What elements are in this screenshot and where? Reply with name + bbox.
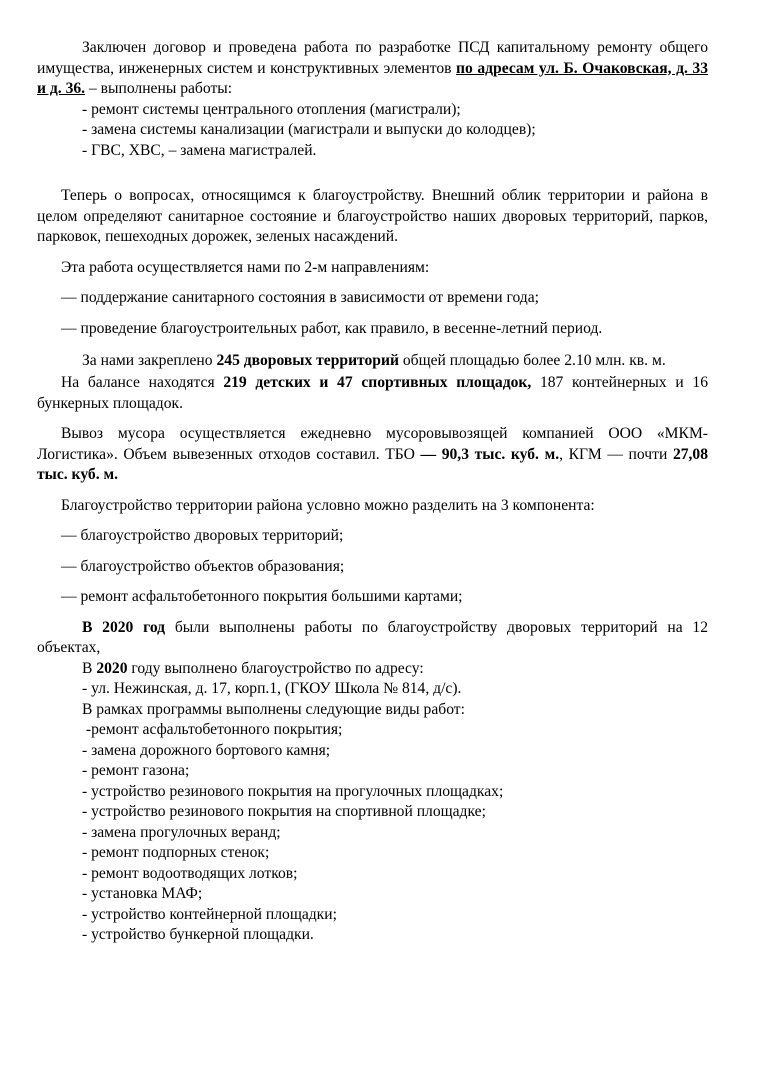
component-item: — благоустройство дворовых территорий; <box>61 527 344 544</box>
list-item: - ГВС, ХВС, – замена магистралей. <box>82 141 317 159</box>
list-item: - устройство контейнерной площадки; <box>82 905 337 923</box>
list-item: - ремонт водоотводящих лотков; <box>82 864 298 882</box>
list-heading: В 2020 году выполнено благоустройство по адресу: <box>82 659 424 677</box>
list-item: -ремонт асфальтобетонного покрытия; <box>82 721 343 738</box>
list-item: - замена дорожного бортового камня; <box>82 741 331 759</box>
paragraph-balance: На балансе находятся 219 детских и 47 спортивных площадок, 187 контейнерных и 16 бункерных площадок. <box>37 374 708 412</box>
paragraph-waste: Вывоз мусора осуществляется ежедневно мусоровывозящей компанией ООО «МКМ-Логистика». Объем вывезенных отходов составил. ТБО — 90,3 тыс. куб. м., КГМ — почти 27,08 тыс. куб. м. <box>37 425 709 483</box>
list-item: - установка МАФ; <box>82 885 203 902</box>
list-item: - замена прогулочных веранд; <box>82 823 281 841</box>
paragraph-components: Благоустройство территории района условно можно разделить на 3 компонента: <box>61 496 595 514</box>
works-2020-list <box>37 659 708 946</box>
direction-item: — поддержание санитарного состояния в зависимости от времени года; <box>61 289 539 306</box>
list-item: В рамках программы выполнены следующие виды работ: <box>82 700 465 718</box>
list-item: - ремонт подпорных стенок; <box>82 844 270 861</box>
component-item: — благоустройство объектов образования; <box>61 557 345 575</box>
address-text: по адресам ул. Б. Очаковская, д. 33 и д. 36. <box>37 59 708 97</box>
direction-item: — проведение благоустроительных работ, как правило, в весенне-летний период. <box>61 319 603 337</box>
paragraph-territories: За нами закреплено 245 дворовых территорий общей площадью более 2.10 млн. кв. м. <box>82 352 666 369</box>
list-item: - ремонт системы центрального отопления (магистрали); <box>82 100 461 118</box>
paragraph-2020: В 2020 год были выполнены работы по благоустройству дворовых территорий на 12 объектах, <box>37 618 708 656</box>
paragraph-directions: Эта работа осуществляется нами по 2-м направлениям: <box>61 258 430 276</box>
list-item: - ул. Нежинская, д. 17, корп.1, (ГКОУ Школа № 814, д/с). <box>82 680 462 697</box>
list-item: - ремонт газона; <box>82 762 190 779</box>
list-item: - устройство резинового покрытия на спортивной площадке; <box>82 803 486 820</box>
paragraph-improvement: Теперь о вопросах, относящимся к благоустройству. Внешний облик территории и района в целом определяют санитарное состояние и благоустройство наших дворовых территорий, парков, парковок, пешеходных дорожек, зеленых насаждений. <box>37 187 708 245</box>
list-item: - устройство резинового покрытия на прогулочных площадках; <box>82 782 504 800</box>
paragraph-contract: Заключен договор и проведена работа по разработке ПСД капитальному ремонту общего имущества, инженерных систем и конструктивных элементов по адресам ул. Б. Очаковская, д. 33 и д. 36. – выполнены работы: <box>37 39 708 97</box>
document-page <box>37 38 708 946</box>
list-item: - устройство бункерной площадки. <box>82 926 314 943</box>
list-item: - замена системы канализации (магистрали и выпуски до колодцев); <box>82 121 536 138</box>
works-list <box>37 100 708 162</box>
component-item: — ремонт асфальтобетонного покрытия большими картами; <box>61 588 463 605</box>
